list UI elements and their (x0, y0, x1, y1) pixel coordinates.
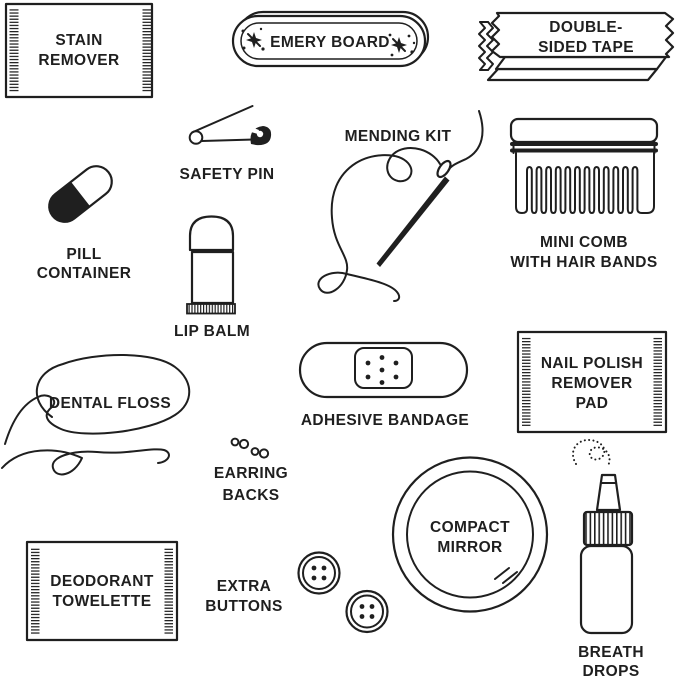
extra-buttons-item (205, 553, 387, 633)
deodorant-towelette-label: DEODORANT (50, 573, 154, 590)
nail-polish-label: REMOVER (551, 375, 633, 392)
sachet-packet-icon (6, 4, 152, 97)
floss-squiggle (2, 449, 169, 474)
hair-band (510, 149, 658, 153)
butterfly-back-icon (232, 439, 248, 449)
comb-teeth (516, 153, 654, 213)
mending-kit-item (318, 111, 482, 301)
earring-backs-label: EARRING (213, 465, 289, 482)
deodorant-towelette-item (27, 542, 177, 640)
mending-kit-label: MENDING KIT (344, 128, 452, 145)
lip-balm-twist-base (187, 304, 235, 314)
compact-mirror-label: COMPACT (429, 519, 511, 536)
stain-remover-item (6, 4, 152, 97)
double-sided-tape-item (479, 13, 673, 80)
lip-balm-cap (190, 217, 233, 251)
lip-balm-body (192, 252, 233, 303)
compact-mirror-label: MIRROR (437, 539, 503, 556)
thread-upper (448, 111, 483, 171)
extra-buttons-label: BUTTONS (205, 598, 283, 615)
sachet-packet-icon (27, 542, 177, 640)
pill-container-item (37, 160, 132, 282)
button-icon (347, 591, 388, 632)
extra-buttons-label: EXTRA (216, 578, 272, 595)
bottle-cap (584, 512, 632, 545)
mini-comb-item (510, 119, 658, 271)
dental-floss-label: DENTAL FLOSS (48, 395, 172, 412)
safety-pin-label: SAFETY PIN (179, 166, 275, 183)
butterfly-back-icon (252, 448, 269, 458)
bottle-nozzle (597, 475, 620, 510)
pill-container-label: PILL (66, 246, 102, 263)
double-sided-tape-label: DOUBLE- (549, 19, 623, 36)
safety-pin-item (179, 106, 274, 183)
packet-crimped-edge (10, 8, 19, 93)
stain-remover-label: STAIN (55, 32, 103, 49)
pin-coil (190, 131, 203, 144)
packet-crimped-edge (31, 547, 40, 635)
breath-drops-item (573, 440, 644, 679)
thread-loops (318, 148, 440, 301)
stain-remover-label: REMOVER (38, 52, 120, 69)
nail-polish-remover-pad-item (518, 332, 666, 432)
capsule-icon (43, 160, 118, 228)
tape-ribbon-zigzag (487, 22, 493, 70)
hair-band (510, 142, 658, 146)
needle-shaft (377, 177, 450, 268)
earring-backs-label: BACKS (222, 487, 280, 504)
packet-crimped-edge (143, 8, 152, 93)
adhesive-bandage-label: ADHESIVE BANDAGE (300, 412, 470, 429)
packet-crimped-edge (522, 337, 531, 427)
tape-ribbon-zigzag (479, 22, 485, 70)
packet-crimped-edge (165, 547, 174, 635)
button-icon (299, 553, 340, 594)
earring-backs-item (214, 439, 288, 504)
pill-container-label: CONTAINER (36, 265, 132, 282)
lip-balm-item (174, 217, 250, 341)
tape-strip-back (488, 69, 657, 80)
packet-crimped-edge (654, 337, 663, 427)
emery-board-label: EMERY BOARD (270, 34, 390, 51)
emery-board-item (233, 12, 428, 66)
mini-comb-label: MINI COMB (540, 234, 628, 251)
breath-drops-label: BREATH (578, 644, 644, 661)
breath-drops-label: DROPS (582, 663, 640, 679)
spray-swirl (573, 440, 610, 467)
lip-balm-label: LIP BALM (173, 323, 251, 340)
tape-strip-middle (496, 57, 666, 69)
deodorant-towelette-label: TOWELETTE (52, 593, 152, 610)
double-sided-tape-label: SIDED TAPE (538, 39, 634, 56)
nail-polish-label: PAD (575, 395, 609, 412)
compact-mirror-item (393, 458, 547, 612)
dental-floss-item (2, 355, 189, 474)
pin-bar (202, 140, 254, 142)
comb-spine (511, 119, 657, 142)
bottle-body (581, 546, 632, 633)
adhesive-bandage-item (300, 343, 469, 429)
mini-comb-label: WITH HAIR BANDS (510, 254, 658, 271)
pin-arm (192, 106, 253, 133)
nail-polish-label: NAIL POLISH (540, 355, 644, 372)
